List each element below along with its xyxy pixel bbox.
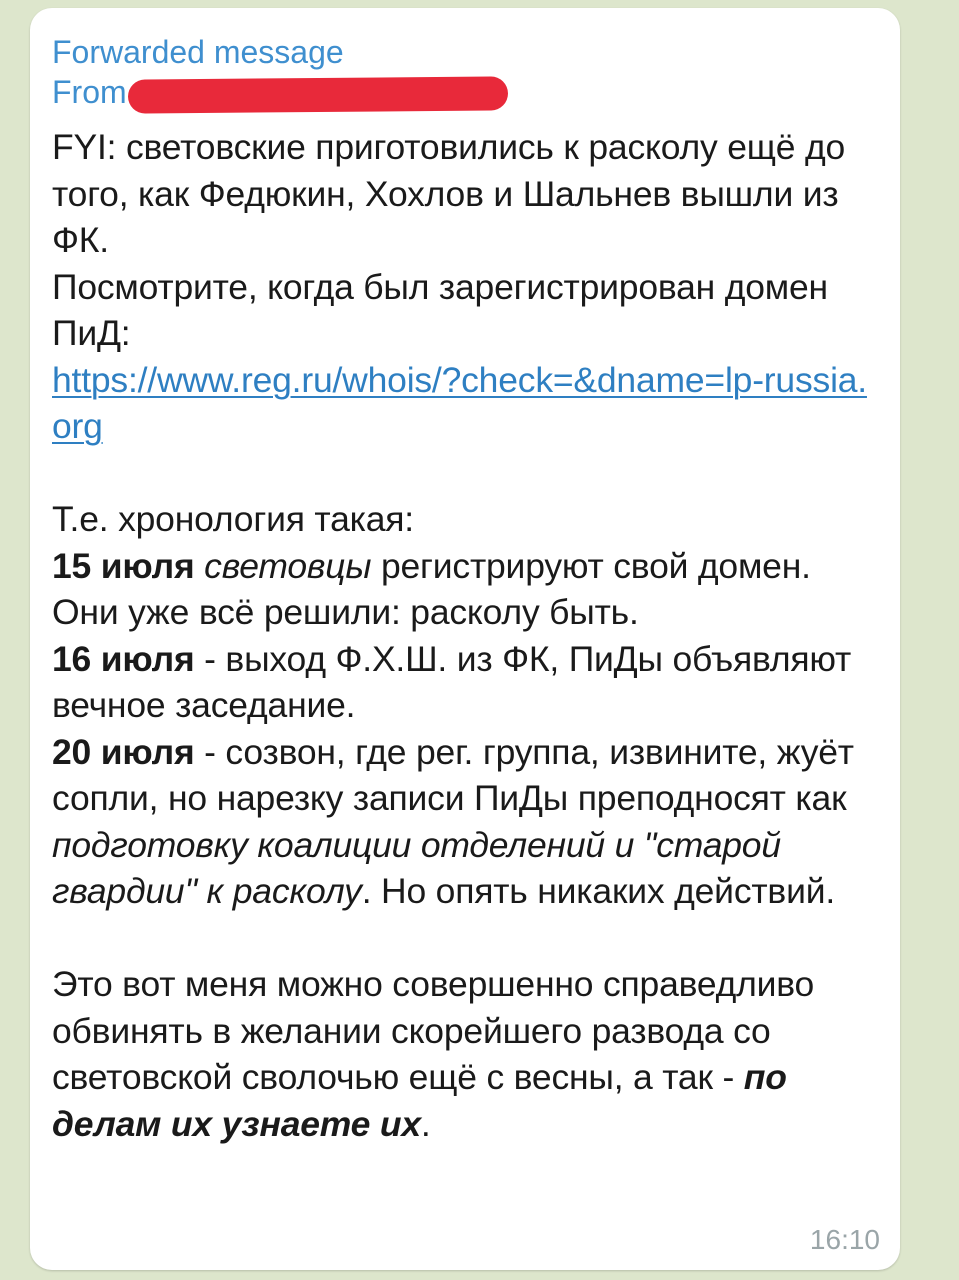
date-3: 20 июля bbox=[52, 731, 195, 772]
see-paragraph: Посмотрите, когда был зарегистрирован домен ПиД: bbox=[52, 266, 828, 353]
date-2-text: - выход Ф.Х.Ш. из ФК, ПиДы объявляют вечное заседание. bbox=[52, 638, 852, 725]
forward-title: Forwarded message bbox=[52, 34, 344, 70]
message-bubble[interactable] bbox=[30, 8, 900, 1270]
outro-paragraph bbox=[52, 961, 874, 1147]
chronology-item-2 bbox=[52, 636, 874, 729]
forward-header bbox=[52, 32, 874, 112]
redaction-mark bbox=[128, 76, 508, 113]
date-3-italic: подготовку коалиции отделений и "старой гвардии" к расколу bbox=[52, 824, 781, 911]
date-3-text: - созвон, где рег. группа, извините, жуёт сопли, но нарезку записи ПиДы преподносят как bbox=[52, 731, 854, 818]
date-2: 16 июля bbox=[52, 638, 195, 679]
chronology-item-1 bbox=[52, 543, 874, 636]
chronology-heading: Т.е. хронология такая: bbox=[52, 499, 414, 539]
outro-bold-italic: по делам их узнаете их bbox=[52, 1057, 787, 1144]
date-1: 15 июля bbox=[52, 545, 195, 586]
message-text bbox=[52, 124, 874, 1147]
whois-link[interactable]: https://www.reg.ru/whois/?check=&dname=lp-russia.org bbox=[52, 359, 867, 446]
message-time: 16:10 bbox=[809, 1224, 880, 1255]
chronology-item-3 bbox=[52, 729, 874, 915]
date-1-text: регистрируют свой домен. Они уже всё решили: расколу быть. bbox=[52, 545, 811, 632]
forward-from-row[interactable] bbox=[52, 72, 874, 112]
forward-from-label: From bbox=[52, 74, 127, 110]
outro-end: . bbox=[420, 1103, 431, 1144]
date-3-end: . Но опять никаких действий. bbox=[361, 871, 836, 911]
outro-text: Это вот меня можно совершенно справедливо обвинять в желании скорейшего развода со световской сволочью ещё с весны, а так - bbox=[52, 964, 815, 1097]
date-1-italic: световцы bbox=[204, 545, 372, 586]
intro-paragraph: FYI: световские приготовились к расколу ещё до того, как Федюкин, Хохлов и Шальнев вышли из ФК. bbox=[52, 127, 846, 260]
